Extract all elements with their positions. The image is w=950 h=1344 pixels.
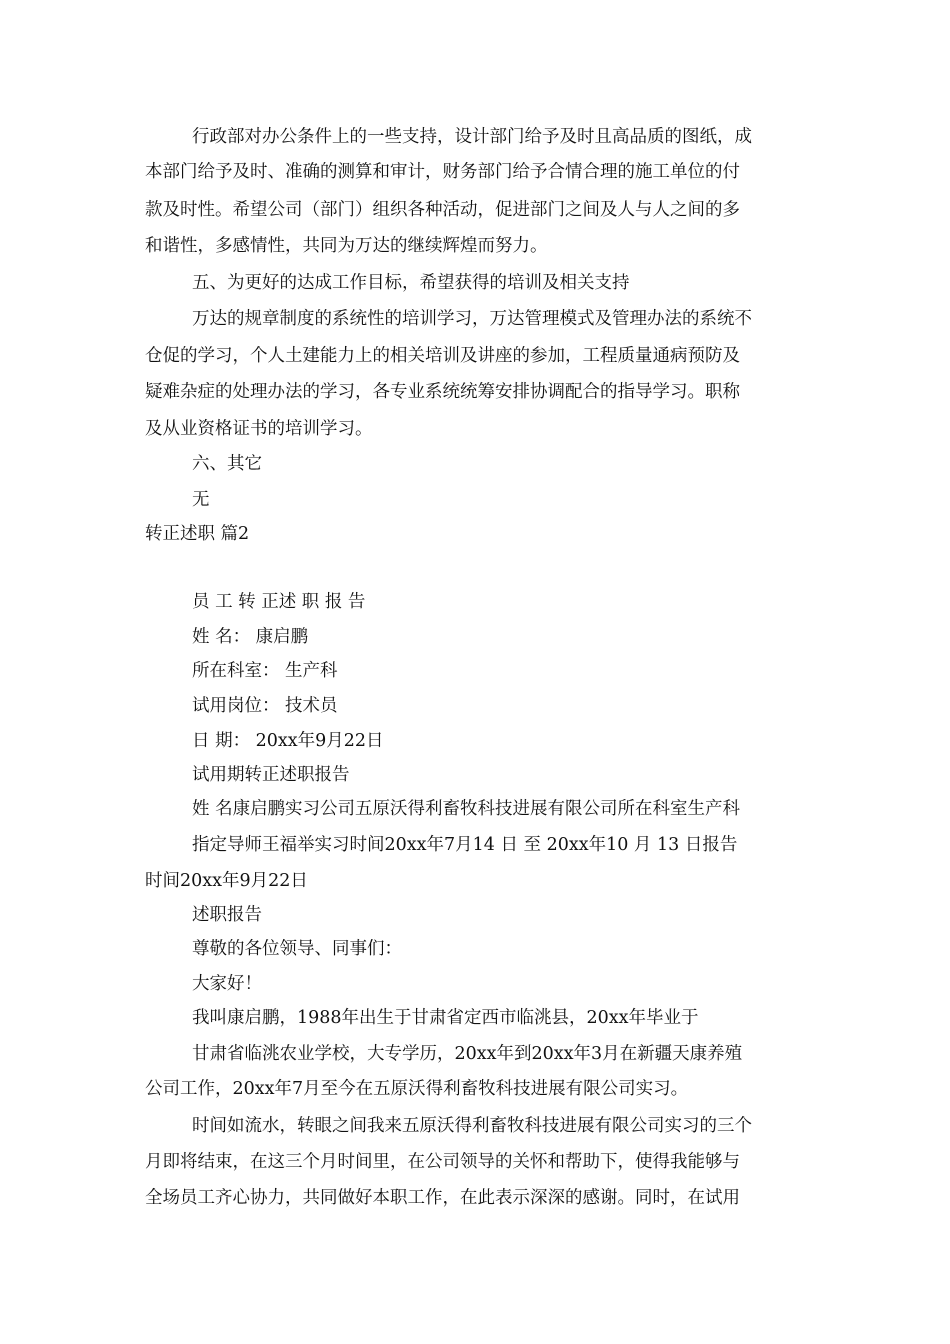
probation-title: 试用期转正述职报告 — [192, 765, 350, 785]
paragraph-line: 甘肃省临洮农业学校，大专学历，20xx年到20xx年3月在新疆天康养殖 — [192, 1044, 743, 1064]
paragraph-line: 及从业资格证书的培训学习。 — [145, 419, 373, 439]
paragraph-line: 本部门给予及时、准确的测算和审计，财务部门给予合情合理的施工单位的付 — [145, 162, 740, 182]
paragraph-line: 月即将结束，在这三个月时间里，在公司领导的关怀和帮助下，使得我能够与 — [145, 1152, 740, 1172]
section-heading: 六、其它 — [192, 454, 262, 474]
paragraph-line: 全场员工齐心协力，共同做好本职工作，在此表示深深的感谢。同时，在试用 — [145, 1188, 740, 1208]
report-title: 员 工 转 正述 职 报 告 — [192, 592, 366, 612]
info-line: 时间20xx年9月22日 — [145, 871, 308, 891]
section-heading: 五、为更好的达成工作目标，希望获得的培训及相关支持 — [192, 273, 630, 293]
paragraph-line: 时间如流水，转眼之间我来五原沃得利畜牧科技进展有限公司实习的三个 — [192, 1116, 752, 1136]
hello: 大家好！ — [192, 974, 262, 994]
name-field: 姓 名： 康启鹏 — [192, 627, 309, 647]
department-field: 所在科室： 生产科 — [192, 661, 338, 681]
paragraph-line: 疑难杂症的处理办法的学习，各专业系统统筹安排协调配合的指导学习。职称 — [145, 382, 740, 402]
paragraph-line: 万达的规章制度的系统性的培训学习，万达管理模式及管理办法的系统不 — [192, 309, 752, 329]
paragraph-line: 款及时性。希望公司（部门）组织各种活动，促进部门之间及人与人之间的多 — [145, 200, 740, 220]
greeting: 尊敬的各位领导、同事们： — [192, 939, 402, 959]
paragraph-line: 公司工作，20xx年7月至今在五原沃得利畜牧科技进展有限公司实习。 — [145, 1079, 689, 1099]
section-title: 转正述职 篇2 — [145, 524, 250, 544]
paragraph-line: 行政部对办公条件上的一些支持，设计部门给予及时且高品质的图纸，成 — [192, 127, 752, 147]
report-heading: 述职报告 — [192, 905, 262, 925]
paragraph-line: 和谐性，多感情性，共同为万达的继续辉煌而努力。 — [145, 236, 548, 256]
date-field: 日 期： 20xx年9月22日 — [192, 731, 384, 751]
paragraph-line: 仓促的学习，个人土建能力上的相关培训及讲座的参加，工程质量通病预防及 — [145, 346, 740, 366]
position-field: 试用岗位： 技术员 — [192, 696, 338, 716]
paragraph-line: 无 — [192, 490, 210, 510]
info-line: 指定导师王福举实习时间20xx年7月14 日 至 20xx年10 月 13 日报告 — [192, 835, 738, 855]
paragraph-line: 我叫康启鹏，1988年出生于甘肃省定西市临洮县，20xx年毕业于 — [192, 1008, 699, 1028]
info-line: 姓 名康启鹏实习公司五原沃得利畜牧科技进展有限公司所在科室生产科 — [192, 799, 741, 819]
